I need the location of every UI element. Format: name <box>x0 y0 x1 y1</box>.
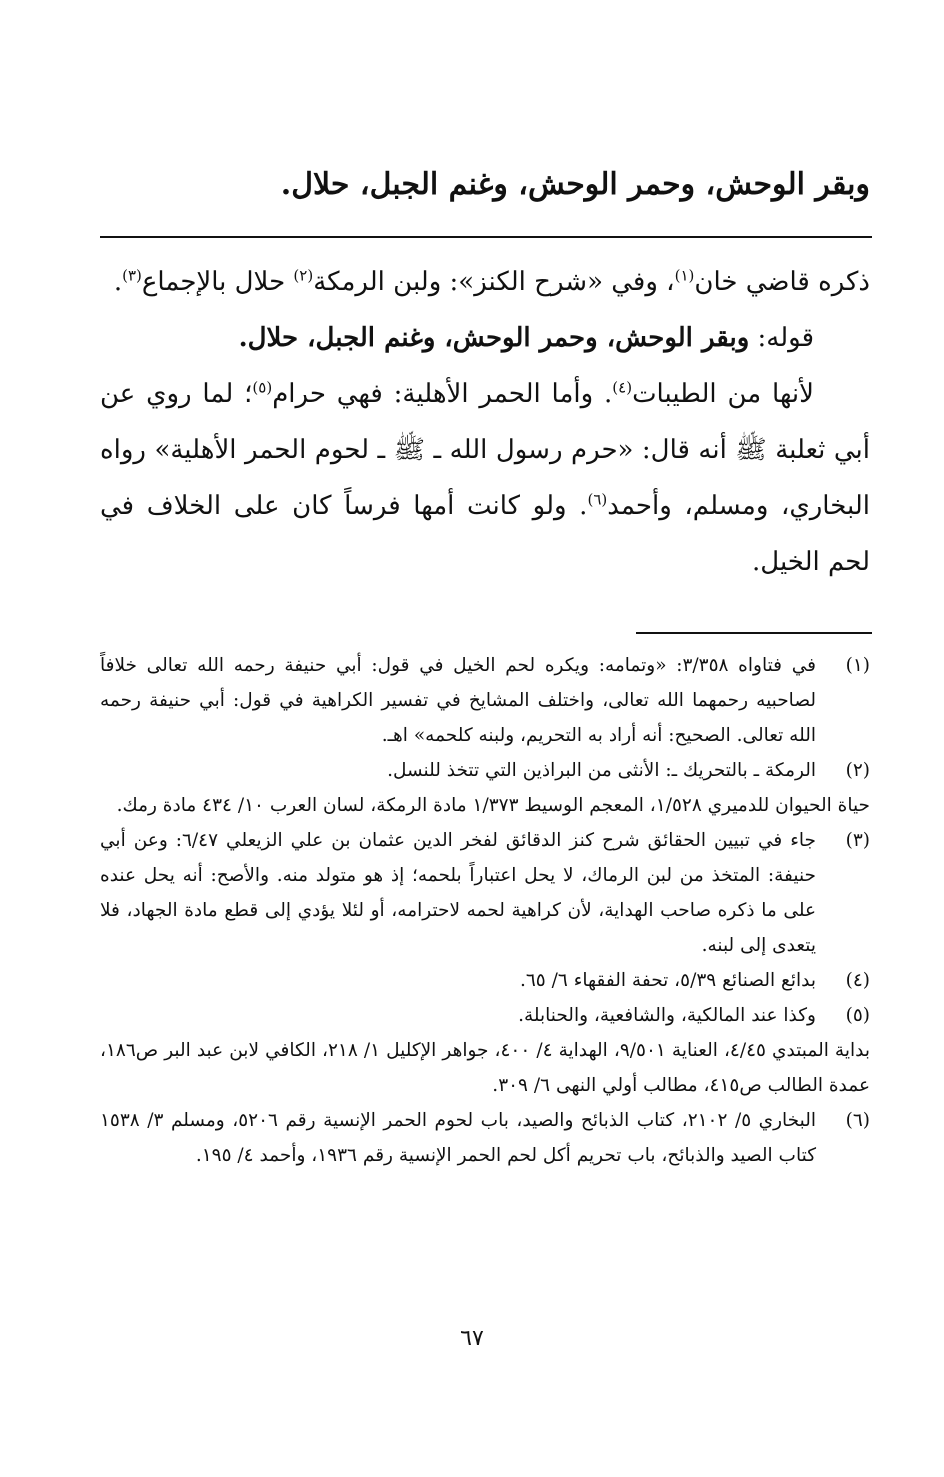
footnote-ref-1[interactable]: (١) <box>674 266 695 285</box>
header-divider <box>100 236 872 238</box>
footnote-text: الرمكة ـ بالتحريك ـ: الأنثى من البراذين التي تتخذ للنسل. <box>387 760 816 781</box>
paragraph-1: ذكره قاضي خان$^{(١)}$، وفي «شرح الكنز»: ولبن الرمكة$^{(٢)}$ حلال بالإجماع$^{(٣)}$. <box>113 266 870 297</box>
footnote-number: (٦) <box>845 1110 870 1131</box>
footnote-number: (٥) <box>845 1005 870 1026</box>
footnote-5-continuation: بداية المبتدي ٤/٤٥، العناية ٩/٥٠١، الهداية ٤/ ٤٠٠، جواهر الإكليل ١/ ٢١٨، الكافي لابن عبد البر ص١٨٦، عمدة الطالب ص٤١٥، مطالب أولي النهى ٦/ ٣٠٩. <box>100 1040 870 1096</box>
footnote-text: البخاري ٥/ ٢١٠٢، كتاب الذبائح والصيد، باب لحوم الحمر الإنسية رقم ٥٢٠٦، ومسلم ٣/ ١٥٣٨ كتاب الصيد والذبائح، باب تحريم أكل لحم الحمر الإنسية رقم ١٩٣٦، وأحمد ٤/ ١٩٥. <box>100 1110 816 1166</box>
footnote-2-continuation: حياة الحيوان للدميري ١/٥٢٨، المعجم الوسيط ١/٣٧٣ مادة الرمكة، لسان العرب ١٠/ ٤٣٤ مادة رمك. <box>116 795 870 816</box>
footnote-ref-5[interactable]: (٥) <box>252 378 273 397</box>
footnote-4 <box>100 963 870 998</box>
footnote-text: بدائع الصنائع ٥/٣٩، تحفة الفقهاء ٦/ ٦٥. <box>519 970 816 991</box>
page-number: ٦٧ <box>460 1326 484 1351</box>
footnote-number: (٢) <box>845 760 870 781</box>
footnote-5 <box>100 998 870 1033</box>
footnote-divider <box>636 632 872 634</box>
footnote-number: (١) <box>845 655 870 676</box>
footnote-text: وكذا عند المالكية، والشافعية، والحنابلة. <box>518 1005 816 1026</box>
footnote-ref-2[interactable]: (٢) <box>293 266 314 285</box>
footnote-2 <box>100 753 870 788</box>
footnote-ref-3[interactable]: (٣) <box>122 266 142 285</box>
footnotes <box>100 648 870 1173</box>
footnote-text: جاء في تبيين الحقائق شرح كنز الدقائق لفخر الدين عثمان بن علي الزيعلي ٦/٤٧: وعن أبي حنيفة: المتخذ من لبن الرماك، لا يحل اعتباراً بلحمه؛ إذ هو متولد منه. والأصح: أنه يحل عنده على ما ذكره صاحب الهداية، لأن كراهية لحمه لاحترامه، أو لئلا يؤدي إلى قطع مادة الجهاد، فلا يتعدى إلى لبنه. <box>100 830 816 956</box>
main-text <box>100 254 870 590</box>
footnote-number: (٤) <box>845 970 870 991</box>
paragraph-2: قوله: وبقر الوحش، وحمر الوحش، وغنم الجبل، حلال. <box>238 323 814 353</box>
footnote-text: في فتاواه ٣/٣٥٨: «وتمامه: ويكره لحم الخيل في قول: أبي حنيفة رحمه الله تعالى خلافاً لصاحبيه رحمهما الله تعالى، واختلف المشايخ في تفسير الكراهية في قول: أبي حنيفة رحمه الله تعالى. الصحيح: أنه أراد به التحريم، ولبنه كلحمه» اهـ. <box>100 655 816 746</box>
footnote-6 <box>100 1103 870 1173</box>
quoted-text: وبقر الوحش، وحمر الوحش، وغنم الجبل، حلال. <box>238 323 750 353</box>
running-header: وبقر الوحش، وحمر الوحش، وغنم الجبل، حلال. <box>280 167 870 202</box>
footnote-1 <box>100 648 870 753</box>
paragraph-3: لأنها من الطيبات$^{(٤)}$. وأما الحمر الأهلية: فهي حرام$^{(٥)}$؛ لما روي عن أبي ثعلبة ﷺ أنه قال: «حرم رسول الله ـ ﷺ ـ لحوم الحمر الأهلية» رواه البخاري، ومسلم، وأحمد$^{(٦)}$. ولو كانت أمها فرساً كان على الخلاف في لحم الخيل. <box>100 378 870 577</box>
footnote-ref-6[interactable]: (٦) <box>587 490 608 509</box>
footnote-number: (٣) <box>845 830 870 851</box>
footnote-3 <box>100 823 870 963</box>
footnote-ref-4[interactable]: (٤) <box>612 378 633 397</box>
